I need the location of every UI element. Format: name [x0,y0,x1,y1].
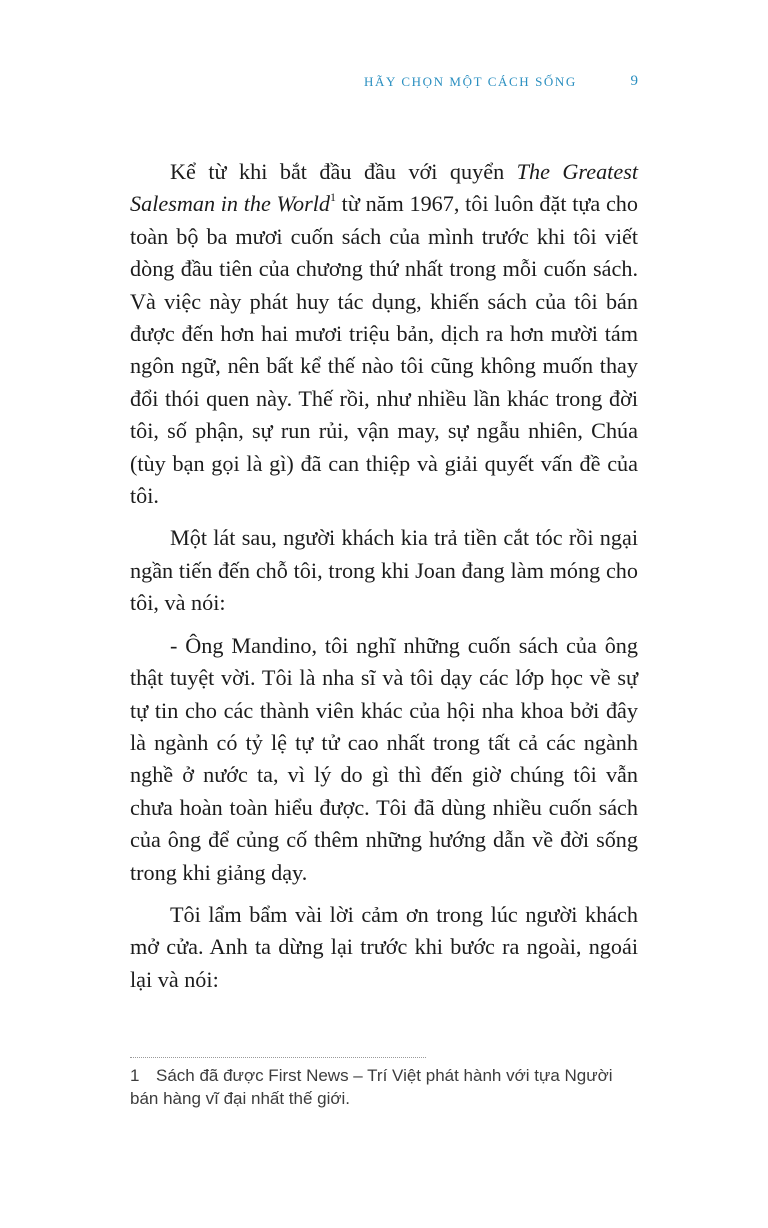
paragraph-3-dialogue: - Ông Mandino, tôi nghĩ những cuốn sách của ông thật tuyệt vời. Tôi là nha sĩ và tôi dạy các lớp học về sự tự tin cho các thành viên khác của hội nha khoa bởi đây là ngành có tỷ lệ tự tử cao nhất trong tất cả các ngành nghề ở nước ta, vì lý do gì thì đến giờ chúng tôi vẫn chưa hoàn toàn hiểu được. Tôi đã dùng nhiều cuốn sách của ông để củng cố thêm những hướng dẫn về đời sống trong khi giảng dạy. [130,632,638,885]
footnote-number: 1 [130,1066,140,1085]
footnote-reference: 1 [329,190,336,205]
footnote-text: Sách đã được First News – Trí Việt phát hành với tựa Người bán hàng vĩ đại nhất thế giới. [130,1066,613,1108]
footnote [130,1064,642,1110]
chapter-title: HÃY CHỌN MỘT CÁCH SỐNG [364,74,577,89]
paragraph-1-lead: Kể từ khi bắt đầu đầu với quyển [170,159,517,184]
paragraph-1 [130,156,638,512]
running-header [360,74,640,94]
book-title: The Greatest Salesman in the World [130,159,638,217]
body-text [130,156,638,1006]
page-number: 9 [630,73,638,89]
paragraph-1-rest: từ năm 1967, tôi luôn đặt tựa cho toàn bộ ba mươi cuốn sách của mình trước khi tôi viết dòng đầu tiên của chương thứ nhất trong mỗi cuốn sách. Và việc này phát huy tác dụng, khiến sách của tôi bán được đến hơn hai mươi triệu bản, dịch ra hơn mười tám ngôn ngữ, nên bất kể thế nào tôi cũng không muốn thay đổi thói quen này. Thế rồi, như nhiều lần khác trong đời tôi, số phận, sự run rủi, vận may, sự ngẫu nhiên, Chúa (tùy bạn gọi là gì) đã can thiệp và giải quyết vấn đề của tôi. [130,191,638,509]
paragraph-2: Một lát sau, người khách kia trả tiền cắt tóc rồi ngại ngần tiến đến chỗ tôi, trong khi Joan đang làm móng cho tôi, và nói: [130,525,638,616]
footnote-divider [130,1057,426,1058]
paragraph-4: Tôi lẩm bẩm vài lời cảm ơn trong lúc người khách mở cửa. Anh ta dừng lại trước khi bước ra ngoài, ngoái lại và nói: [130,901,638,992]
